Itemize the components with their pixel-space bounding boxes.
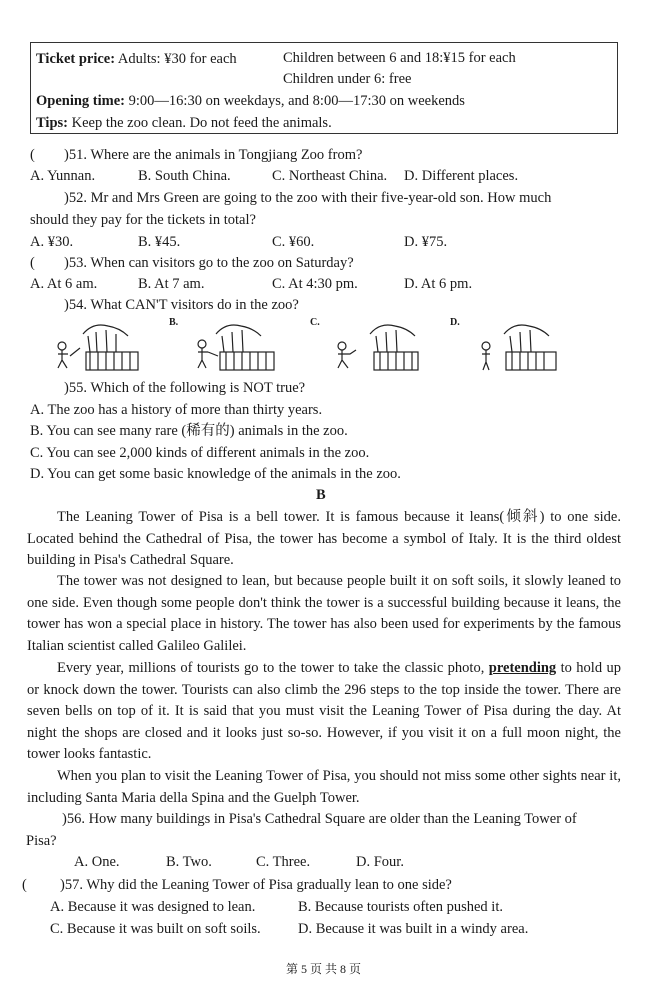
opening-label: Opening time: bbox=[36, 93, 126, 109]
passage-p2-text: The tower was not designed to lean, but because people built it on soft soils, it slowly leaned to one side. Even though some people don't think the tower is a successful building because it leans, the tower has won a special place in history. The tower has also been used for experiments by the famous Italian scientist called Galileo Galilei. bbox=[27, 573, 621, 654]
q57-option-c: C. Because it was built on soft soils. bbox=[50, 921, 261, 937]
q52-option-d: D. ¥75. bbox=[404, 234, 448, 250]
q52-option-a: A. ¥30. bbox=[30, 234, 74, 250]
ticket-label: Ticket price: bbox=[36, 51, 116, 67]
tips-text: Keep the zoo clean. Do not feed the animals. bbox=[71, 115, 332, 131]
q51-option-a: A. Yunnan. bbox=[30, 168, 96, 184]
section-b-heading: B bbox=[316, 487, 326, 503]
question-51-stem: )51. Where are the animals in Tongjiang Zoo from? bbox=[64, 147, 363, 163]
q51-option-d: D. Different places. bbox=[404, 168, 519, 184]
ticket-price-line bbox=[36, 50, 237, 68]
passage-paragraph-4 bbox=[27, 766, 621, 809]
q57-option-a: A. Because it was designed to lean. bbox=[50, 899, 256, 915]
q51-option-b: B. South China. bbox=[138, 168, 231, 184]
picture-b-feeding bbox=[192, 316, 280, 372]
underlined-word-pretending: pretending bbox=[488, 660, 557, 676]
page-number-footer: 第 5 页 共 8 页 bbox=[285, 962, 361, 976]
picture-a-climbing-fence bbox=[48, 316, 148, 372]
q55-option-c: C. You can see 2,000 kinds of different animals in the zoo. bbox=[30, 445, 370, 461]
pic-label-c: C. bbox=[310, 317, 320, 328]
ticket-children: Children between 6 and 18:¥15 for each bbox=[283, 50, 516, 66]
passage-p3-text-b: to hold up or knock down the tower. Tourists can also climb the 296 steps to the top inside the tower. There are seven bells on top of it. It is said that you must visit the Leaning Tower of Pisa during the day. At night the shops are closed and it looks just so-so. However, if you visit it on a full moon night, the tower looks fantastic. bbox=[27, 660, 622, 763]
question-52-stem: )52. Mr and Mrs Green are going to the zoo with their five-year-old son. How much bbox=[64, 190, 552, 206]
passage-p4-text: When you plan to visit the Leaning Tower of Pisa, you should not miss some other sights near it, including Santa Maria della Spina and the Guelph Tower. bbox=[27, 768, 621, 806]
opening-time-line bbox=[36, 92, 465, 110]
answer-bracket: ( bbox=[30, 255, 35, 271]
q55-option-b: B. You can see many rare (稀有的) animals in the zoo. bbox=[30, 423, 348, 439]
q56-option-c: C. Three. bbox=[256, 854, 311, 870]
answer-bracket: ( bbox=[30, 147, 35, 163]
passage-p3-text-a: Every year, millions of tourists go to the tower to take the classic photo, bbox=[57, 660, 489, 676]
question-56-stem: )56. How many buildings in Pisa's Cathedral Square are older than the Leaning Tower of bbox=[62, 811, 577, 827]
tips-label: Tips: bbox=[36, 115, 68, 131]
q56-option-a: A. One. bbox=[74, 854, 120, 870]
question-55-stem: )55. Which of the following is NOT true? bbox=[64, 380, 306, 396]
answer-bracket: ( bbox=[22, 877, 27, 893]
passage-p1-text: The Leaning Tower of Pisa is a bell tower. It is famous because it leans(倾斜) to one side. Located behind the Cathedral of Pisa, the tower has become a symbol of Italy. It is the third oldest building in Pisa's Cathedral Square. bbox=[27, 509, 621, 569]
picture-c-throwing bbox=[330, 316, 422, 372]
q53-option-b: B. At 7 am. bbox=[138, 276, 205, 292]
opening-text: 9:00—16:30 on weekdays, and 8:00—17:30 on weekends bbox=[128, 93, 465, 109]
question-53-stem: )53. When can visitors go to the zoo on Saturday? bbox=[64, 255, 354, 271]
q51-option-c: C. Northeast China. bbox=[272, 168, 388, 184]
q52-option-b: B. ¥45. bbox=[138, 234, 181, 250]
question-54-stem: )54. What CAN'T visitors do in the zoo? bbox=[64, 297, 299, 313]
tips-line bbox=[36, 114, 332, 132]
q53-option-a: A. At 6 am. bbox=[30, 276, 98, 292]
passage-paragraph-2 bbox=[27, 571, 621, 657]
ticket-adults: Adults: ¥30 for each bbox=[117, 51, 237, 67]
picture-d-watching bbox=[476, 316, 560, 372]
passage-paragraph-3 bbox=[27, 658, 621, 766]
pic-label-b: B. bbox=[169, 317, 179, 328]
q56-option-d: D. Four. bbox=[356, 854, 404, 870]
q53-option-d: D. At 6 pm. bbox=[404, 276, 473, 292]
pic-label-d: D. bbox=[450, 317, 460, 328]
q57-option-d: D. Because it was built in a windy area. bbox=[298, 921, 529, 937]
passage-paragraph-1 bbox=[27, 507, 621, 572]
question-57-stem: )57. Why did the Leaning Tower of Pisa gradually lean to one side? bbox=[60, 877, 452, 893]
q52-option-c: C. ¥60. bbox=[272, 234, 315, 250]
ticket-under6: Children under 6: free bbox=[283, 71, 412, 87]
q53-option-c: C. At 4:30 pm. bbox=[272, 276, 358, 292]
q57-option-b: B. Because tourists often pushed it. bbox=[298, 899, 503, 915]
q55-option-d: D. You can get some basic knowledge of the animals in the zoo. bbox=[30, 466, 401, 482]
question-56-stem-cont: Pisa? bbox=[26, 833, 57, 849]
q55-option-a: A. The zoo has a history of more than thirty years. bbox=[30, 402, 323, 418]
q56-option-b: B. Two. bbox=[166, 854, 212, 870]
question-52-stem-cont: should they pay for the tickets in total? bbox=[30, 212, 256, 228]
